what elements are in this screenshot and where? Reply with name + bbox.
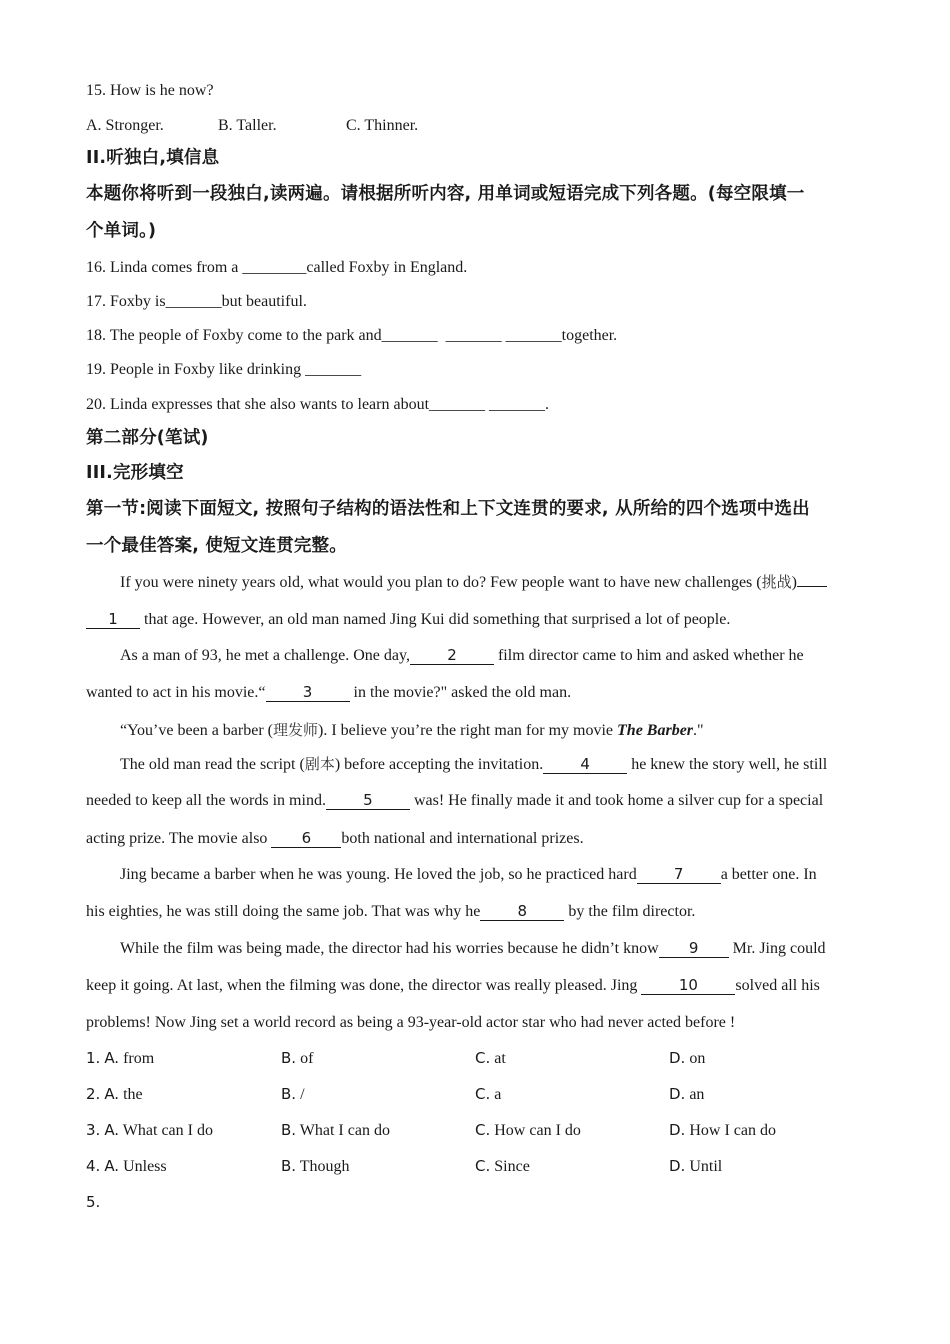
option-4-d: D. Until bbox=[669, 1157, 723, 1175]
passage-line: The old man read the script (剧本) before accepting the invitation. 4 he knew the story well, he still bbox=[120, 755, 828, 773]
passage-line: Jing became a barber when he was young. He loved the job, so he practiced hard 7 a better one. In bbox=[120, 865, 817, 883]
question-17: 17. Foxby is_______but beautiful. bbox=[86, 293, 307, 310]
passage-line: While the film was being made, the director had his worries because he didn’t know 9 Mr. Jing could bbox=[120, 939, 826, 957]
question-16: 16. Linda comes from a ________called Foxby in England. bbox=[86, 259, 468, 276]
question-19: 19. People in Foxby like drinking _______ bbox=[86, 361, 362, 378]
option-5-number: 5. bbox=[86, 1193, 101, 1211]
option-3-d: D. How I can do bbox=[669, 1121, 776, 1139]
passage-line: If you were ninety years old, what would you plan to do? Few people want to have new challenges (挑战) bbox=[120, 572, 827, 593]
option-3-b: B. What I can do bbox=[281, 1121, 390, 1139]
section-3-instruction-cont: 一个最佳答案, 使短文连贯完整。 bbox=[86, 536, 347, 556]
option-3-a: 3. A. What can I do bbox=[86, 1121, 213, 1139]
blank-4: 4 bbox=[543, 756, 627, 774]
q15-option-b: B. Taller. bbox=[218, 117, 277, 134]
section-2-title: II.听独白,填信息 bbox=[86, 148, 220, 168]
section-2-instruction-cont: 个单词。) bbox=[86, 221, 157, 241]
passage-line: 1 that age. However, an old man named Jing Kui did something that surprised a lot of people. bbox=[86, 610, 730, 630]
blank-6: 6 bbox=[271, 830, 341, 848]
passage-line: acting prize. The movie also 6 both national and international prizes. bbox=[86, 829, 584, 847]
blank-3: 3 bbox=[266, 684, 350, 702]
section-3-title: III.完形填空 bbox=[86, 463, 184, 483]
option-1-a: 1. A. from bbox=[86, 1049, 155, 1067]
option-4-a: 4. A. Unless bbox=[86, 1157, 167, 1175]
passage-line: “You’ve been a barber (理发师). I believe you’re the right man for my movie The Barber." bbox=[120, 721, 704, 739]
option-4-c: C. Since bbox=[475, 1157, 530, 1175]
question-20: 20. Linda expresses that she also wants to learn about_______ _______. bbox=[86, 396, 550, 413]
part-2-title: 第二部分(笔试) bbox=[86, 428, 209, 448]
section-3-instruction: 第一节:阅读下面短文, 按照句子结构的语法性和上下文连贯的要求, 从所给的四个选项中选出 bbox=[86, 499, 810, 519]
option-1-c: C. at bbox=[475, 1049, 506, 1067]
blank-7: 7 bbox=[637, 866, 721, 884]
blank-9: 9 bbox=[659, 940, 729, 958]
option-2-d: D. an bbox=[669, 1085, 705, 1103]
option-3-c: C. How can I do bbox=[475, 1121, 581, 1139]
passage-line: As a man of 93, he met a challenge. One day, 2 film director came to him and asked whether he bbox=[120, 646, 804, 664]
q15-option-c: C. Thinner. bbox=[346, 117, 419, 134]
option-1-b: B. of bbox=[281, 1049, 314, 1067]
blank-5: 5 bbox=[326, 792, 410, 810]
section-2-instruction: 本题你将听到一段独白,读两遍。请根据所听内容, 用单词或短语完成下列各题。(每空限填一 bbox=[86, 184, 805, 204]
option-4-b: B. Though bbox=[281, 1157, 350, 1175]
blank-8: 8 bbox=[480, 903, 564, 921]
blank-2: 2 bbox=[410, 647, 494, 665]
question-18: 18. The people of Foxby come to the park and_______ _______ _______together. bbox=[86, 327, 618, 344]
passage-line: wanted to act in his movie.“ 3 in the movie?" asked the old man. bbox=[86, 683, 572, 701]
option-1-d: D. on bbox=[669, 1049, 706, 1067]
q15-option-a: A. Stronger. bbox=[86, 117, 164, 134]
passage-line: needed to keep all the words in mind. 5 was! He finally made it and took home a silver cup for a special bbox=[86, 791, 824, 809]
blank-1: 1 bbox=[86, 611, 140, 629]
passage-line: problems! Now Jing set a world record as being a 93-year-old actor star who had never acted before ! bbox=[86, 1014, 736, 1031]
blank-10: 10 bbox=[641, 977, 735, 995]
passage-line: his eighties, he was still doing the same job. That was why he 8 by the film director. bbox=[86, 902, 696, 920]
question-15: 15. How is he now? bbox=[86, 82, 214, 99]
option-2-b: B. / bbox=[281, 1085, 305, 1103]
option-2-a: 2. A. the bbox=[86, 1085, 143, 1103]
option-2-c: C. a bbox=[475, 1085, 502, 1103]
passage-line: keep it going. At last, when the filming was done, the director was really pleased. Jing 10 solved all his bbox=[86, 976, 820, 994]
